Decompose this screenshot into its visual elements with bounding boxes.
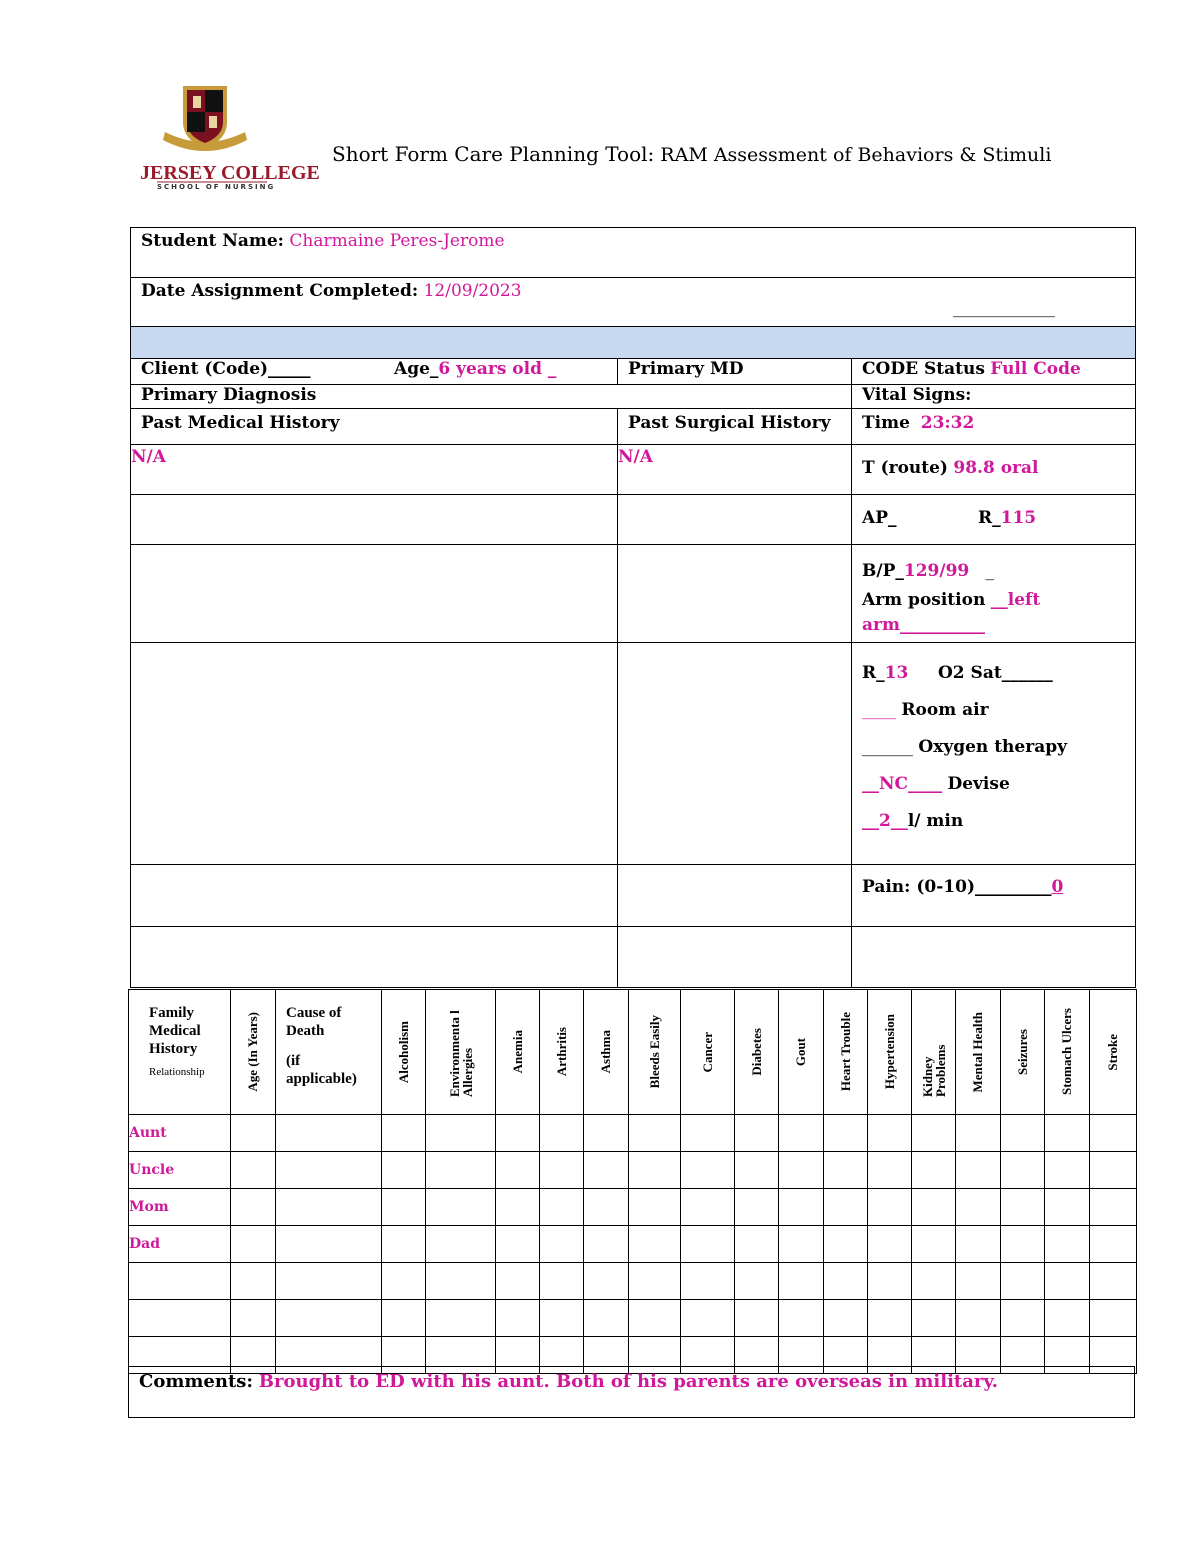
device-label: Devise — [947, 774, 1010, 794]
bp-tail: _ — [985, 561, 994, 581]
history-cell[interactable] — [824, 1115, 868, 1152]
rel-header-line1: Family — [149, 1005, 194, 1021]
temp-value[interactable]: 98.8 oral — [953, 458, 1039, 478]
college-logo — [135, 82, 320, 191]
relationship-cell[interactable] — [129, 1300, 231, 1337]
history-cell[interactable] — [681, 1300, 735, 1337]
history-cell[interactable] — [496, 1189, 540, 1226]
family-row — [129, 1115, 1137, 1152]
history-cell[interactable] — [276, 1263, 382, 1300]
code-status-label: CODE Status — [862, 359, 985, 379]
history-cell[interactable] — [735, 1226, 779, 1263]
condition-header — [868, 990, 912, 1115]
condition-header-text: Alcoholism — [395, 1020, 411, 1084]
history-cell[interactable] — [382, 1189, 426, 1226]
vital-signs-label: Vital Signs: — [862, 385, 972, 405]
page-title — [332, 142, 1051, 166]
history-cell[interactable] — [584, 1263, 629, 1300]
history-cell[interactable] — [540, 1115, 584, 1152]
comments-value[interactable]: Brought to ED with his aunt. Both of his parents are overseas in military. — [258, 1371, 999, 1392]
relationship-cell[interactable] — [129, 1263, 231, 1300]
history-cell[interactable] — [629, 1226, 681, 1263]
history-cell[interactable] — [681, 1189, 735, 1226]
bp-cell — [852, 545, 1136, 643]
family-header-row — [129, 990, 1137, 1115]
history-cell[interactable] — [779, 1152, 824, 1189]
condition-header-text: Mental Health — [970, 1011, 985, 1093]
primary-md-label: Primary MD — [628, 359, 744, 379]
history-cell[interactable] — [276, 1226, 382, 1263]
history-cell[interactable] — [540, 1152, 584, 1189]
history-cell[interactable] — [912, 1263, 956, 1300]
bp-value[interactable]: 129/99 — [903, 561, 970, 581]
device-value[interactable]: __NC____ — [862, 774, 943, 794]
relationship-cell[interactable]: Uncle — [129, 1152, 231, 1189]
history-cell[interactable] — [426, 1263, 496, 1300]
history-cell[interactable] — [1001, 1263, 1045, 1300]
history-cell[interactable] — [426, 1152, 496, 1189]
condition-header — [584, 990, 629, 1115]
relationship-cell[interactable]: Aunt — [129, 1115, 231, 1152]
history-cell[interactable] — [629, 1189, 681, 1226]
code-status-value[interactable]: Full Code — [990, 359, 1081, 379]
condition-header-text: Seizures — [1014, 1029, 1030, 1075]
oxygen-therapy-label: Oxygen therapy — [918, 737, 1067, 757]
rel-header-line2: Medical — [149, 1023, 201, 1039]
pmh-value[interactable]: N/A — [131, 447, 166, 467]
family-row — [129, 1226, 1137, 1263]
vital-signs-cell — [852, 385, 1136, 409]
logo-subtitle: SCHOOL OF NURSING — [157, 183, 276, 191]
history-cell[interactable] — [912, 1115, 956, 1152]
pmh-row-4 — [131, 643, 618, 865]
condition-header — [426, 990, 496, 1115]
comments-box — [128, 1366, 1135, 1418]
history-cell[interactable] — [1045, 1263, 1090, 1300]
condition-header-text: Environmenta l Allergies — [446, 1010, 475, 1097]
history-cell[interactable] — [956, 1189, 1001, 1226]
history-cell[interactable] — [1045, 1189, 1090, 1226]
history-cell[interactable] — [824, 1300, 868, 1337]
family-history-table — [128, 989, 1137, 1374]
resp-label: R_ — [862, 663, 885, 683]
condition-header — [629, 990, 681, 1115]
history-cell[interactable] — [956, 1300, 1001, 1337]
cause-header-line3: (if — [286, 1053, 301, 1069]
cause-header-line4: applicable) — [286, 1071, 357, 1087]
pmh-row-5 — [131, 865, 618, 927]
history-cell[interactable] — [540, 1189, 584, 1226]
condition-header-text: Kidney Problems — [919, 1044, 948, 1097]
past-medical-label: Past Medical History — [141, 413, 340, 433]
pmh-cell — [131, 445, 618, 495]
history-cell[interactable] — [1001, 1152, 1045, 1189]
condition-header-text: Cancer — [699, 1031, 715, 1073]
past-medical-header — [131, 409, 618, 445]
condition-header-text: Stomach Ulcers — [1059, 1008, 1074, 1096]
history-cell[interactable] — [1045, 1152, 1090, 1189]
date-signature-line: ____________ — [953, 298, 1055, 318]
history-cell[interactable] — [496, 1226, 540, 1263]
history-cell[interactable] — [629, 1263, 681, 1300]
history-cell[interactable] — [1045, 1226, 1090, 1263]
time-value[interactable]: 23:32 — [920, 413, 975, 433]
history-cell[interactable] — [276, 1152, 382, 1189]
history-cell[interactable] — [231, 1300, 276, 1337]
condition-header-text: Arthritis — [553, 1027, 569, 1077]
pmh-row-3 — [131, 545, 618, 643]
history-cell[interactable] — [681, 1152, 735, 1189]
history-cell[interactable] — [1001, 1115, 1045, 1152]
history-cell[interactable] — [276, 1189, 382, 1226]
primary-md-cell — [618, 359, 852, 385]
condition-header-text: Diabetes — [748, 1028, 764, 1076]
arm-position-value-2[interactable]: arm__________ — [862, 615, 985, 635]
history-cell[interactable] — [1001, 1226, 1045, 1263]
history-cell[interactable] — [584, 1115, 629, 1152]
student-name-label: Student Name: — [141, 231, 284, 251]
arm-position-label: Arm position — [862, 590, 986, 610]
history-cell[interactable] — [1090, 1115, 1137, 1152]
pmh-row-6 — [131, 927, 618, 988]
history-cell[interactable] — [956, 1152, 1001, 1189]
condition-header — [824, 990, 868, 1115]
history-cell[interactable] — [868, 1226, 912, 1263]
age-label: Age_ — [394, 359, 439, 379]
condition-header — [735, 990, 779, 1115]
history-cell[interactable] — [779, 1189, 824, 1226]
psh-cell — [618, 445, 852, 495]
time-label: Time — [862, 413, 910, 433]
cause-header — [276, 990, 382, 1115]
room-air-blank[interactable]: ____ — [862, 700, 896, 720]
history-cell[interactable] — [681, 1115, 735, 1152]
history-cell[interactable] — [868, 1189, 912, 1226]
history-cell[interactable] — [1045, 1300, 1090, 1337]
history-cell[interactable] — [1090, 1189, 1137, 1226]
history-cell[interactable] — [496, 1115, 540, 1152]
flow-value[interactable]: __2__ — [862, 811, 908, 831]
history-cell[interactable] — [1045, 1115, 1090, 1152]
history-cell[interactable] — [426, 1300, 496, 1337]
history-cell[interactable] — [584, 1226, 629, 1263]
history-cell[interactable] — [779, 1300, 824, 1337]
history-cell[interactable] — [629, 1152, 681, 1189]
o2-sat-label: O2 Sat______ — [938, 663, 1053, 683]
history-cell[interactable] — [231, 1226, 276, 1263]
history-cell[interactable] — [382, 1115, 426, 1152]
ap-label: AP_ — [862, 508, 897, 528]
primary-diagnosis-label: Primary Diagnosis — [141, 385, 317, 405]
history-cell[interactable] — [1090, 1300, 1137, 1337]
date-label: Date Assignment Completed: — [141, 281, 419, 301]
history-cell[interactable] — [584, 1189, 629, 1226]
history-cell[interactable] — [868, 1263, 912, 1300]
vitals-row-extra — [852, 927, 1136, 988]
history-cell[interactable] — [231, 1115, 276, 1152]
condition-header — [496, 990, 540, 1115]
date-value[interactable]: 12/09/2023 — [423, 281, 522, 301]
history-cell[interactable] — [912, 1152, 956, 1189]
condition-header — [779, 990, 824, 1115]
psh-row-3 — [618, 545, 852, 643]
r-value[interactable]: 115 — [1000, 508, 1037, 528]
relationship-cell[interactable]: Dad — [129, 1226, 231, 1263]
student-name-value[interactable]: Charmaine Peres-Jerome — [289, 231, 505, 251]
client-code-label: Client (Code)_____ — [141, 359, 311, 379]
history-cell[interactable] — [231, 1263, 276, 1300]
resp-value[interactable]: 13 — [884, 663, 909, 683]
respiration-cell — [852, 643, 1136, 865]
oxygen-blank[interactable]: ______ — [862, 737, 913, 757]
family-row — [129, 1300, 1137, 1337]
arm-position-value-1[interactable]: __left — [990, 590, 1041, 610]
history-cell[interactable] — [779, 1115, 824, 1152]
pmh-row-2 — [131, 495, 618, 545]
condition-header — [382, 990, 426, 1115]
history-cell[interactable] — [382, 1263, 426, 1300]
psh-row-6 — [618, 927, 852, 988]
history-cell[interactable] — [681, 1263, 735, 1300]
history-cell[interactable] — [276, 1115, 382, 1152]
title-subtitle: RAM Assessment of Behaviors & Stimuli — [660, 144, 1052, 166]
history-cell[interactable] — [824, 1152, 868, 1189]
rel-header-line3: History — [149, 1041, 198, 1057]
r-label: R_ — [978, 508, 1001, 528]
history-cell[interactable] — [868, 1152, 912, 1189]
history-cell[interactable] — [681, 1226, 735, 1263]
history-cell[interactable] — [735, 1263, 779, 1300]
client-age-cell — [131, 359, 618, 385]
history-cell[interactable] — [382, 1300, 426, 1337]
condition-header — [912, 990, 956, 1115]
history-cell[interactable] — [912, 1189, 956, 1226]
date-row — [131, 278, 1136, 327]
condition-header — [681, 990, 735, 1115]
history-cell[interactable] — [426, 1189, 496, 1226]
condition-header-text: Stroke — [1105, 1033, 1120, 1071]
condition-header-text: Bleeds Easily — [646, 1015, 662, 1089]
rel-header-sub: Relationship — [149, 1066, 205, 1078]
history-cell[interactable] — [1090, 1226, 1137, 1263]
care-plan-form — [130, 227, 1136, 988]
history-cell[interactable] — [1001, 1300, 1045, 1337]
psh-row-4 — [618, 643, 852, 865]
pulse-cell — [852, 495, 1136, 545]
history-cell[interactable] — [276, 1300, 382, 1337]
condition-header — [540, 990, 584, 1115]
cause-header-line2: Death — [286, 1023, 325, 1039]
student-name-row — [131, 228, 1136, 278]
history-cell[interactable] — [496, 1152, 540, 1189]
history-cell[interactable] — [540, 1226, 584, 1263]
history-cell[interactable] — [496, 1263, 540, 1300]
condition-header — [1001, 990, 1045, 1115]
condition-header-text: Hypertension — [881, 1014, 897, 1090]
pain-label: Pain: (0-10)_________ — [862, 877, 1052, 897]
pain-cell — [852, 865, 1136, 927]
condition-header-text: Heart Trouble — [837, 1012, 853, 1092]
history-cell[interactable] — [956, 1226, 1001, 1263]
bp-label: B/P_ — [862, 561, 904, 581]
history-cell[interactable] — [231, 1189, 276, 1226]
history-cell[interactable] — [540, 1263, 584, 1300]
history-cell[interactable] — [629, 1115, 681, 1152]
history-cell[interactable] — [868, 1300, 912, 1337]
condition-header — [956, 990, 1001, 1115]
code-status-cell — [852, 359, 1136, 385]
history-cell[interactable] — [1001, 1189, 1045, 1226]
history-cell[interactable] — [629, 1300, 681, 1337]
history-cell[interactable] — [1090, 1263, 1137, 1300]
past-surgical-header — [618, 409, 852, 445]
comments-label: Comments: — [139, 1371, 254, 1392]
family-row — [129, 1263, 1137, 1300]
history-cell[interactable] — [912, 1300, 956, 1337]
history-cell[interactable] — [426, 1226, 496, 1263]
relationship-header — [129, 990, 231, 1115]
flow-label: l/ min — [907, 811, 964, 831]
history-cell[interactable] — [824, 1263, 868, 1300]
past-surgical-label: Past Surgical History — [628, 413, 831, 433]
history-cell[interactable] — [956, 1263, 1001, 1300]
history-cell[interactable] — [231, 1152, 276, 1189]
logo-wordmark: JERSEY COLLEGE — [140, 162, 320, 184]
age-header-text: Age (In Years) — [245, 1012, 260, 1092]
history-cell[interactable] — [824, 1189, 868, 1226]
history-cell[interactable] — [824, 1226, 868, 1263]
primary-diagnosis-cell — [131, 385, 852, 409]
history-cell[interactable] — [956, 1115, 1001, 1152]
history-cell[interactable] — [735, 1152, 779, 1189]
age-header — [231, 990, 276, 1115]
psh-row-2 — [618, 495, 852, 545]
cause-header-line1: Cause of — [286, 1005, 342, 1021]
temp-label: T (route) — [862, 458, 948, 478]
condition-header — [1045, 990, 1090, 1115]
age-value[interactable]: 6 years old _ — [438, 359, 557, 379]
history-cell[interactable] — [426, 1115, 496, 1152]
psh-value[interactable]: N/A — [618, 447, 653, 467]
history-cell[interactable] — [779, 1226, 824, 1263]
pain-value[interactable]: 0 — [1051, 877, 1064, 897]
history-cell[interactable] — [735, 1115, 779, 1152]
relationship-cell[interactable]: Mom — [129, 1189, 231, 1226]
history-cell[interactable] — [584, 1300, 629, 1337]
family-row — [129, 1152, 1137, 1189]
condition-header-text: Anemia — [509, 1030, 525, 1074]
history-cell[interactable] — [868, 1115, 912, 1152]
family-row — [129, 1189, 1137, 1226]
psh-row-5 — [618, 865, 852, 927]
history-cell[interactable] — [496, 1300, 540, 1337]
condition-header-text: Gout — [793, 1037, 808, 1067]
history-cell[interactable] — [779, 1263, 824, 1300]
history-cell[interactable] — [382, 1226, 426, 1263]
history-cell[interactable] — [912, 1226, 956, 1263]
condition-header-text: Asthma — [598, 1030, 613, 1074]
room-air-label: Room air — [901, 700, 989, 720]
history-cell[interactable] — [1090, 1152, 1137, 1189]
temperature-cell — [852, 445, 1136, 495]
history-cell[interactable] — [735, 1300, 779, 1337]
condition-header — [1090, 990, 1137, 1115]
time-cell — [852, 409, 1136, 445]
history-cell[interactable] — [735, 1189, 779, 1226]
section-band — [131, 327, 1136, 359]
title-main: Short Form Care Planning Tool: — [332, 142, 655, 166]
history-cell[interactable] — [584, 1152, 629, 1189]
history-cell[interactable] — [382, 1152, 426, 1189]
history-cell[interactable] — [540, 1300, 584, 1337]
